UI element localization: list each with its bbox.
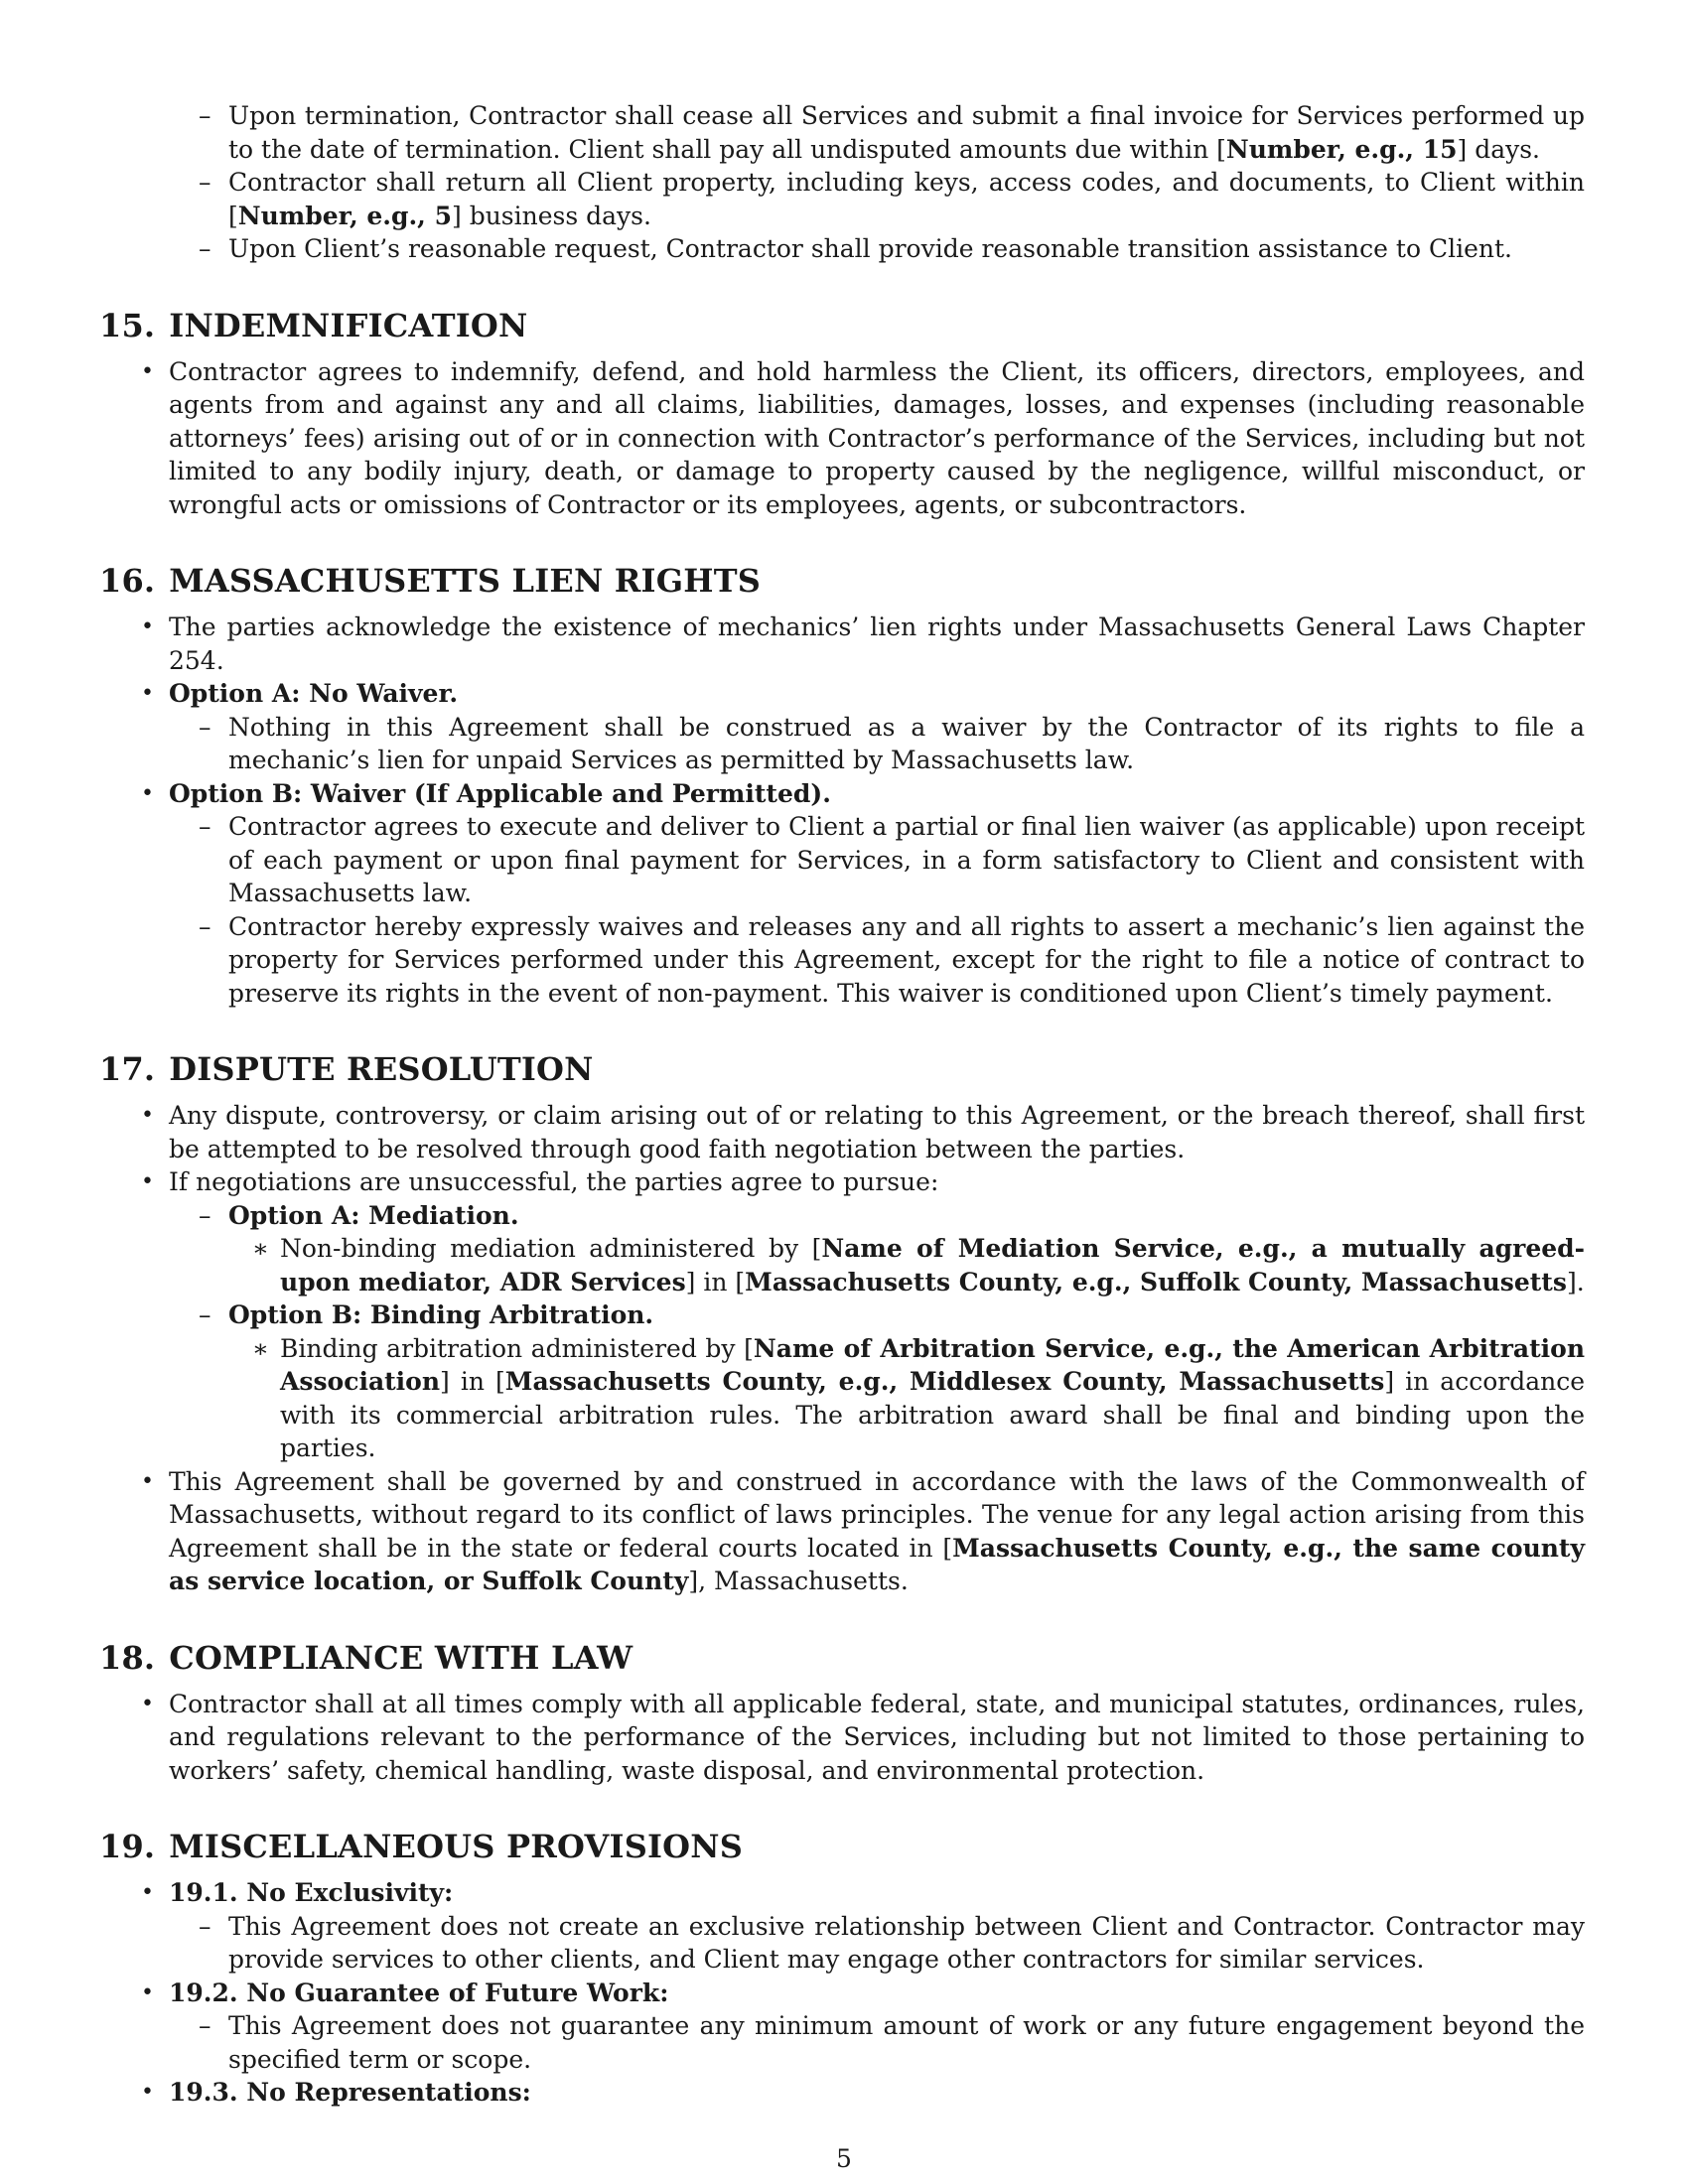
bullet-marker: •: [141, 780, 154, 806]
section-heading-16: 16. MASSACHUSETTS LIEN RIGHTS: [99, 562, 762, 600]
dash-marker: –: [199, 1911, 211, 1941]
bullet-marker: •: [141, 1979, 154, 2005]
document-page: [99, 99, 1589, 2110]
list-item: • This Agreement shall be governed by and construed in accordance with the laws of the Commonwealth of Massachusetts, without regard to its conflict of laws principles. The venue for any legal action arising from this Agreement shall be in the state or federal courts located in [Massachusetts County, e.g., the same county as service location, or Suffolk County], Massachusetts.: [141, 1466, 1585, 1595]
list-item: – Upon termination, Contractor shall cease all Services and submit a final invoice for Services performed up to the date of termination. Client shall pay all undisputed amounts due within [Number, e.g., 15] days.: [199, 101, 1585, 164]
asterisk-marker: ∗: [252, 1333, 269, 1363]
section-heading-19: 19. MISCELLANEOUS PROVISIONS: [99, 1828, 744, 1865]
bullet-marker: •: [141, 1691, 154, 1716]
dash-marker: –: [199, 168, 211, 197]
list-item: • 19.2. No Guarantee of Future Work:: [169, 1977, 1585, 2010]
section-heading-18: 18. COMPLIANCE WITH LAW: [99, 1638, 633, 1677]
list-item: – Nothing in this Agreement shall be construed as a waiver by the Contractor of its rights to file a mechanic’s lien for unpaid Services as permitted by Massachusetts law.: [199, 712, 1585, 774]
list-item: • If negotiations are unsuccessful, the parties agree to pursue:: [169, 1165, 1585, 1199]
list-item: • The parties acknowledge the existence of mechanics’ lien rights under Massachusetts General Laws Chapter 254.: [141, 613, 1585, 675]
list-item: – This Agreement does not create an exclusive relationship between Client and Contractor. Contractor may provide services to other clients, and Client may engage other contractors for similar services.: [199, 1911, 1585, 1974]
list-item: • Any dispute, controversy, or claim arising out of or relating to this Agreement, or the breach thereof, shall first be attempted to be resolved through good faith negotiation between the parties.: [141, 1101, 1585, 1163]
bullet-marker: •: [141, 2080, 154, 2105]
list-item: – This Agreement does not guarantee any minimum amount of work or any future engagement beyond the specified term or scope.: [199, 2011, 1585, 2074]
dash-marker: –: [199, 1200, 211, 1230]
bullet-marker: •: [141, 681, 154, 706]
list-item: ∗ Non-binding mediation administered by [Name of Mediation Service, e.g., a mutually agreed-upon mediator, ADR Services] in [Massachusetts County, e.g., Suffolk County, Massachusetts].: [252, 1234, 1585, 1297]
list-item: • Contractor agrees to indemnify, defend, and hold harmless the Client, its officers, directors, employees, and agents from and against any and all claims, liabilities, damages, losses, and expenses (including reasonable attorneys’ fees) arising out of or in connection with Contractor’s performance of the Services, including but not limited to any bodily injury, death, or damage to property caused by the negligence, willful misconduct, or wrongful acts or omissions of Contractor or its employees, agents, or subcontractors.: [141, 356, 1585, 519]
bullet-marker: •: [141, 614, 154, 639]
list-item: – Upon Client’s reasonable request, Contractor shall provide reasonable transition assistance to Client.: [228, 232, 1585, 266]
list-item: • Option A: No Waiver.: [169, 677, 1585, 711]
dash-marker: –: [199, 234, 211, 263]
list-item: – Contractor agrees to execute and deliver to Client a partial or final lien waiver (as applicable) upon receipt of each payment or upon final payment for Services, in a form satisfactory to Client and consistent with Massachusetts law.: [199, 812, 1585, 907]
list-item: • Contractor shall at all times comply with all applicable federal, state, and municipal statutes, ordinances, rules, and regulations relevant to the performance of the Services, including but not limited to those pertaining to workers’ safety, chemical handling, waste disposal, and environmental protection.: [141, 1689, 1585, 1785]
list-item: – Contractor hereby expressly waives and releases any and all rights to assert a mechanic’s lien against the property for Services performed under this Agreement, except for the right to file a notice of contract to preserve its rights in the event of non-payment. This waiver is conditioned upon Client’s timely payment.: [199, 911, 1585, 1008]
asterisk-marker: ∗: [252, 1234, 269, 1263]
dash-marker: –: [199, 911, 211, 941]
list-item: • 19.1. No Exclusivity:: [169, 1876, 1585, 1910]
list-item: – Option B: Binding Arbitration.: [228, 1298, 1585, 1332]
bullet-marker: •: [141, 1468, 154, 1494]
dash-marker: –: [199, 2011, 211, 2040]
dash-marker: –: [199, 712, 211, 742]
dash-marker: –: [199, 1300, 211, 1329]
list-item: • Option B: Waiver (If Applicable and Permitted).: [169, 777, 1585, 811]
bullet-marker: •: [141, 1169, 154, 1194]
bullet-marker: •: [141, 358, 154, 384]
section-heading-15: 15. INDEMNIFICATION: [99, 306, 528, 344]
dash-marker: –: [199, 101, 211, 130]
list-item: – Option A: Mediation.: [228, 1199, 1585, 1233]
list-item: ∗ Binding arbitration administered by [Name of Arbitration Service, e.g., the American Arbitration Association] in [Massachusetts County, e.g., Middlesex County, Massachusetts] in accordance with its commercial arbitration rules. The arbitration award shall be final and binding upon the parties.: [252, 1333, 1586, 1462]
bullet-marker: •: [141, 1880, 154, 1905]
list-item: – Contractor shall return all Client property, including keys, access codes, and documents, to Client within [Number, e.g., 5] business days.: [199, 168, 1585, 230]
list-item: • 19.3. No Representations:: [169, 2076, 1585, 2110]
bullet-marker: •: [141, 1103, 154, 1128]
section-heading-17: 17. DISPUTE RESOLUTION: [99, 1050, 594, 1088]
page-number: 5: [836, 2144, 852, 2173]
dash-marker: –: [199, 812, 211, 841]
